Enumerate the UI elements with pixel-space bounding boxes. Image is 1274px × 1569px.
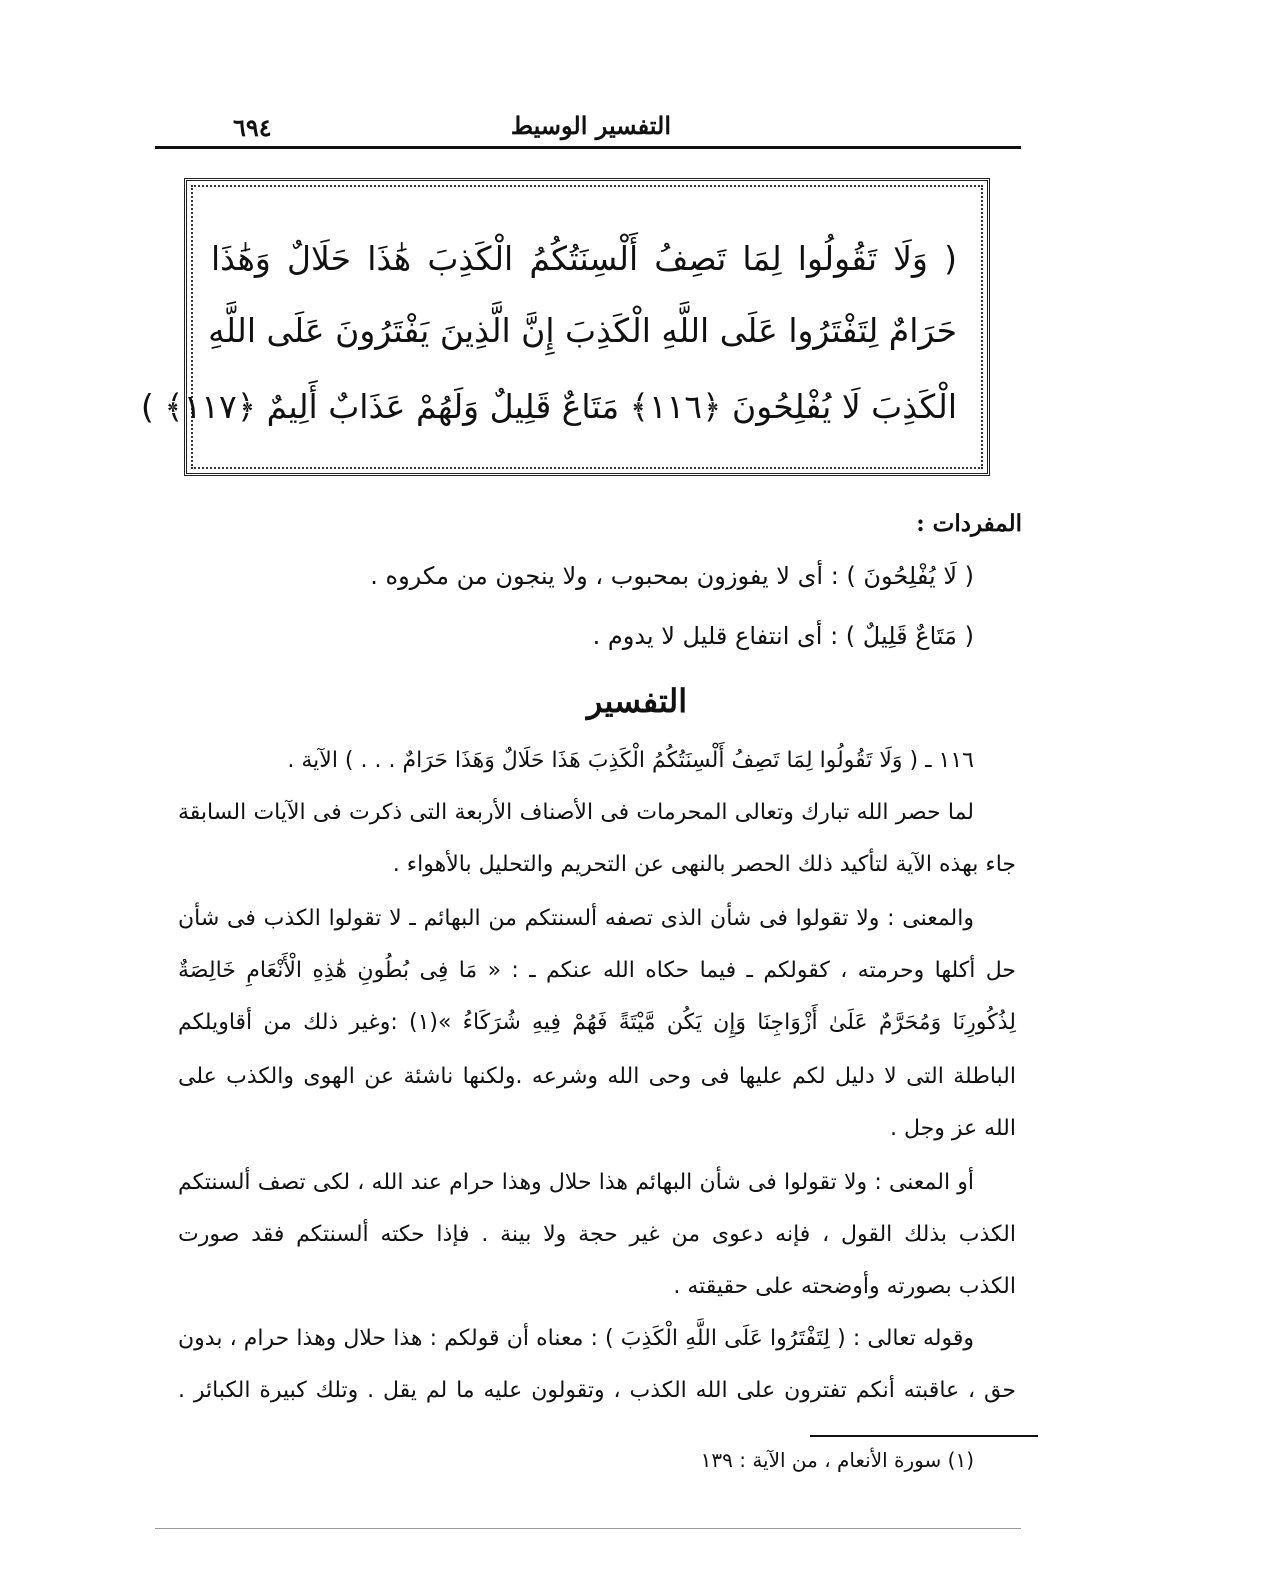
footnote-divider bbox=[810, 1435, 1038, 1437]
tafsir-line: الكذب بذلك القول ، فإنه دعوى من غير حجة ولا بينة . فإذا حكته ألسنتكم فقد صورت bbox=[178, 1222, 1016, 1247]
vocabulary-label: المفردات : bbox=[916, 510, 1022, 537]
running-title: التفسير الوسيط bbox=[510, 111, 671, 140]
bottom-divider bbox=[155, 1528, 1021, 1529]
tafsir-line: حق ، عاقبته أنكم تفترون على الله الكذب ، وتقولون عليه ما لم يقل . وتلك كبيرة الكبائر . bbox=[178, 1378, 1016, 1403]
tafsir-line: أو المعنى : ولا تقولوا فى شأن البهائم هذا حلال وهذا حرام عند الله ، لكى تصف ألسنتكم bbox=[178, 1170, 974, 1195]
verse-line: ( وَلَا تَقُولُوا لِمَا تَصِفُ أَلْسِنَتُكُمُ الْكَذِبَ هَٰذَا حَلَالٌ وَهَٰذَا bbox=[211, 239, 957, 278]
tafsir-line: الله عز وجل . bbox=[889, 1116, 1016, 1141]
tafsir-line: الباطلة التى لا دليل لكم عليها فى وحى الله وشرعه .ولكنها ناشئة عن الهوى والكذب على bbox=[178, 1064, 1016, 1089]
header-divider bbox=[155, 146, 1021, 149]
tafsir-line: حل أكلها وحرمته ، كقولكم ـ فيما حكاه الله عنكم ـ : « مَا فِى بُطُونِ هَٰذِهِ الْأَنْعَامِ خَالِصَةٌ bbox=[178, 958, 1016, 983]
vocabulary-item: ( مَتَاعٌ قَلِيلٌ ) : أى انتفاع قليل لا يدوم . bbox=[592, 622, 974, 650]
footnote: (١) سورة الأنعام ، من الآية : ١٣٩ bbox=[700, 1448, 974, 1472]
verse-line: حَرَامٌ لِتَفْتَرُوا عَلَى اللَّهِ الْكَذِبَ إِنَّ الَّذِينَ يَفْتَرُونَ عَلَى اللَّهِ bbox=[208, 311, 957, 350]
verse-line: الْكَذِبَ لَا يُفْلِحُونَ ﴿١١٦﴾ مَتَاعٌ قَلِيلٌ وَلَهُمْ عَذَابٌ أَلِيمٌ ﴿١١٧﴾ ) bbox=[140, 387, 957, 426]
quran-verse-frame bbox=[140, 178, 990, 476]
tafsir-line: ١١٦ ـ ( وَلَا تَقُولُوا لِمَا تَصِفُ أَلْسِنَتُكُمُ الْكَذِبَ هَذَا حَلَالٌ وَهَذَا حَرَامٌ . . . ) الآية . bbox=[287, 748, 974, 773]
tafsir-line: وقوله تعالى : ( لِتَفْتَرُوا عَلَى اللَّهِ الْكَذِبَ ) : معناه أن قولكم : هذا حلال وهذا حرام ، بدون bbox=[178, 1326, 974, 1351]
vocabulary-item: ( لَا يُفْلِحُونَ ) : أى لا يفوزون بمحبوب ، ولا ينجون من مكروه . bbox=[370, 562, 974, 590]
tafsir-line: لما حصر الله تبارك وتعالى المحرمات فى الأصناف الأربعة التى ذكرت فى الآيات السابقة bbox=[178, 800, 974, 825]
tafsir-line: والمعنى : ولا تقولوا فى شأن الذى تصفه ألسنتكم من البهائم ـ لا تقولوا الكذب فى شأن bbox=[178, 906, 974, 931]
page-number: ٦٩٤ bbox=[233, 113, 272, 142]
tafsir-line: لِذُكُورِنَا وَمُحَرَّمٌ عَلَىٰ أَزْوَاجِنَا وَإِن يَكُن مَّيْتَةً فَهُمْ فِيهِ شُرَكَاءُ »(١) :وغير ذلك من أقاويلكم bbox=[178, 1010, 1016, 1035]
page-header bbox=[155, 105, 1021, 145]
tafsir-heading: التفسير bbox=[586, 682, 688, 720]
tafsir-line: جاء بهذه الآية لتأكيد ذلك الحصر بالنهى عن التحريم والتحليل بالأهواء . bbox=[392, 852, 1016, 877]
tafsir-line: الكذب بصورته وأوضحته على حقيقته . bbox=[673, 1274, 1016, 1299]
